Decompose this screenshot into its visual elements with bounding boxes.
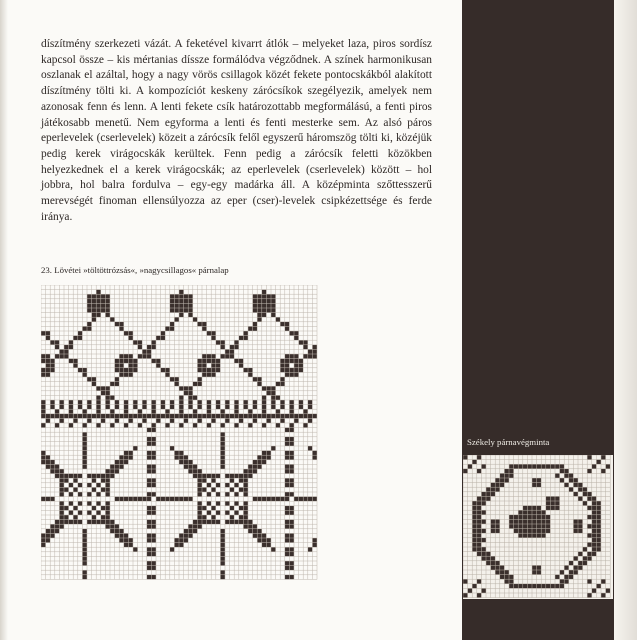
figure-caption: 23. Lövétei »töltöttrózsás«, »nagycsillagos« párnalap [41, 265, 229, 275]
side-caption: Székely párnavégminta [467, 437, 550, 447]
page-edge-strip [614, 0, 637, 640]
body-text: díszítmény szerkezeti vázát. A feketével kivarrt átlók – melyeket laza, piros sordísz kapcsol össze – kis mértanias díssze formálódva végződnek. A színek harmonikusan oszlanak el azáltal, hogy a nagy vörös csillagok közét fekete pontocskákból alakított díszítmény tölti ki. A kompozíciót keskeny zárócsíkok szegélyezik, amelyek nem azonosak fenn és lenn. A lenti fekete csík határozottabb megformálású, a fenti piros játékosabb menetű. Nem egyforma a lenti és fenti mesterke sem. Az alsó páros eperlevelek (cserlevelek) közeit a zárócsík felől egyszerű háromszög tölti ki, közéjük pedig kerek virágocskák kerültek. Fenn pedig a zárócsík feletti közökben helyezkednek el a kerek virágocskák; az eperlevelek (cserlevelek) között – hol jobbra, hol balra fordulva – egy-egy madárka áll. A középminta szőttesszerű merevségét finoman ellensúlyozza az eper (cser)-levelek csipkézettsége és ferde iránya. [41, 38, 432, 223]
pillow-end-pattern-chart [463, 455, 613, 599]
pillow-end-pattern-grid [463, 455, 613, 599]
embroidery-pattern-chart [41, 285, 318, 580]
embroidery-pattern-grid [41, 285, 318, 580]
page-gutter-shadow [0, 0, 8, 640]
